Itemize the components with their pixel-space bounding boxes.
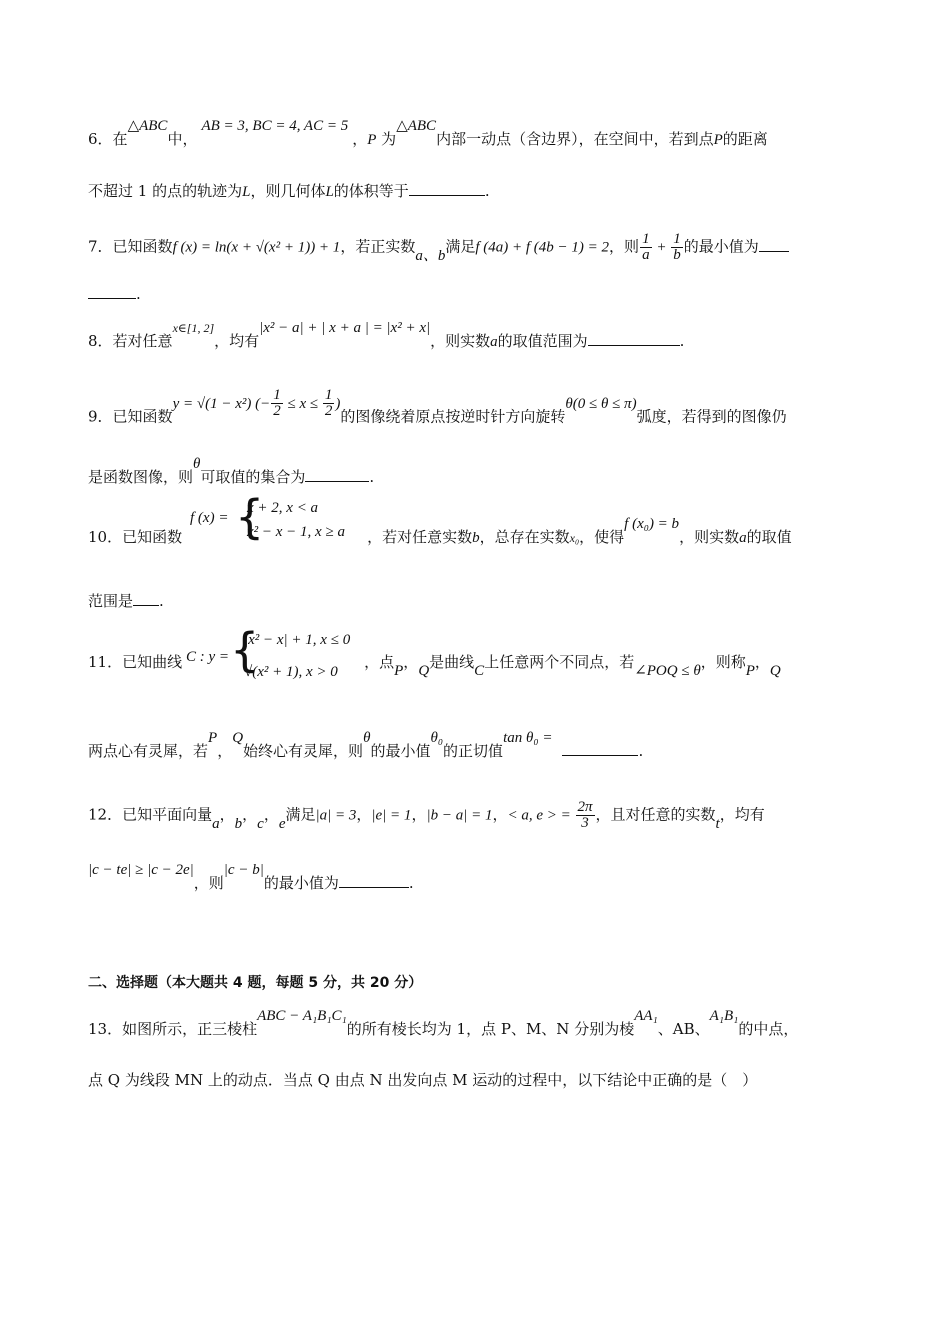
text: . [679,332,685,350]
case-2: x² − x − 1, x ≥ a [247,524,345,540]
problem-9-line-2 [88,456,878,489]
math: L [325,184,334,200]
text: ，则称 [700,653,746,671]
fraction [323,388,335,419]
math: < a, e > = [507,807,575,824]
problem-10-line-2 [88,590,878,612]
text: ， [754,653,770,671]
math: P [208,730,218,746]
numerator: 1 [673,231,681,247]
text: 是曲线 [429,653,475,671]
problem-number: 12． [88,805,123,824]
text: ，则实数 [430,332,491,350]
problem-6-line-2 [88,180,878,203]
text: 已知平面向量 [122,805,213,824]
fraction [671,232,683,263]
denominator: 2 [324,403,333,419]
text: ，则几何体 [250,182,326,200]
math: |e| = 1 [371,807,412,824]
denominator: a [642,247,650,263]
math: a [739,530,747,546]
text: 的正切值 [443,742,504,760]
math: θ [193,456,201,472]
text: ， [352,130,368,148]
math: ABC − A₁B₁C₁ [257,1008,347,1024]
math: P [745,663,755,679]
text: . [159,592,164,610]
text: 的图像绕着原点按逆时针方向旋转 [340,407,566,426]
numerator: 1 [324,387,333,403]
text: 的中点， [738,1020,799,1038]
text: 的取值范围为 [497,332,588,350]
text: 弧度，若得到的图像仍 [636,407,787,426]
problem-number: 10． [88,528,123,546]
answer-blank[interactable] [305,467,369,482]
fraction [640,232,652,263]
problem-6-line-1 [88,118,878,151]
math: t [715,815,720,832]
math: f (x) = [190,510,229,526]
math: P [713,132,723,148]
text: 的体积等于 [333,182,409,200]
text: ，均有 [719,805,765,824]
text: 两点心有灵犀，若 [88,742,209,760]
problem-number: 11． [88,653,123,671]
numerator: 2π [577,799,593,815]
text: 如图所示，正三棱柱 [122,1020,258,1038]
math: b [472,530,480,546]
math: f (x₀) = b [624,516,680,532]
problem-13-line-1 [88,1008,878,1041]
text: . [369,468,375,486]
text: ， [217,742,233,760]
math: |x² − a| + | x + a | = |x² + x| [259,320,431,336]
math: θ [363,730,371,746]
problem-7-line-2 [88,283,878,305]
case-1: |x² − x| + 1, x ≤ 0 [244,632,351,648]
text: 的最小值为 [263,874,339,892]
text: 的最小值为 [683,237,759,256]
text: ， [263,805,279,824]
math: e [278,815,286,832]
text: 已知函数 [112,237,173,256]
problem-number: 9． [88,407,113,426]
math: x₀ [569,531,580,545]
text: 中， [167,130,198,148]
answer-blank[interactable] [759,237,789,252]
fraction [576,800,595,831]
text: 内部一动点（含边界），在空间中，若到点 [436,130,714,148]
math: △ABC [127,118,168,134]
math: b [234,815,243,832]
problem-11-line-1 [88,651,878,679]
text: ，若对任意实数 [367,528,473,546]
math: A₁B₁ [709,1008,739,1024]
text: ， [492,805,508,824]
problem-number: 13． [88,1020,123,1038]
math: y = √(1 − x²) (− [172,395,271,412]
text: ， [242,805,258,824]
math: |a| = 3 [315,807,357,824]
math: a [490,334,498,350]
text: 点 Q 为线段 MN 上的动点．当点 Q 由点 N 出发向点 M 运动的过程中，以下结论中正确的是（ ） [88,1071,758,1089]
math: ∠POQ ≤ θ [634,663,701,679]
text: ，总存在实数 [479,528,570,546]
text: ，则 [193,874,224,892]
text: ，使得 [579,528,625,546]
text: ， [356,805,372,824]
text: . [408,874,414,892]
math: θ₀ [430,730,444,746]
fraction [271,388,283,419]
text: 已知函数 [122,528,183,546]
math: △ABC [396,118,437,134]
math: P [367,132,377,148]
text: . [484,182,490,200]
text: 不超过 1 的点的轨迹为 [88,182,243,200]
answer-blank[interactable] [88,284,136,299]
math: f (4a) + f (4b − 1) = 2 [475,239,610,256]
answer-blank[interactable] [133,591,159,606]
text: 的所有棱长均为 1，点 P、M、N 分别为棱 [346,1020,635,1038]
numerator: 1 [273,387,281,403]
math: P [394,663,404,679]
text: 已知函数 [112,407,173,426]
case-1: x + 2, x < a [247,500,319,516]
denominator: b [673,247,681,263]
brace: { [230,623,260,677]
text: ，均有 [214,332,260,350]
math: L [242,184,251,200]
math: C : y = [186,649,230,665]
math: Q [232,730,244,746]
numerator: 1 [642,231,650,247]
text: ， [219,805,235,824]
answer-blank[interactable] [409,181,485,196]
text: ，且对任意的实数 [595,805,716,824]
math: ≤ x ≤ [283,395,322,412]
text: ，则实数 [679,528,740,546]
answer-blank[interactable] [588,331,680,346]
problem-12-line-1 [88,800,878,831]
problem-12-line-2 [88,862,878,895]
text: 为 [376,130,397,148]
text: 是函数图像，则 [88,468,194,486]
answer-blank[interactable] [562,741,638,756]
math: x∈[1, 2] [172,321,215,335]
math: a、b [415,247,446,264]
section-header: 二、选择题（本大题共 4 题，每题 5 分，共 20 分） [88,975,423,991]
problem-number: 7． [88,237,113,256]
text: . [136,285,141,303]
math: c [257,815,264,832]
math: tan θ₀ = [503,730,553,746]
problem-7-line-1 [88,232,878,263]
text: 满足 [285,805,316,824]
problem-number: 8． [88,332,113,350]
math: AA₁ [634,1008,658,1024]
math: a [212,815,220,832]
text: 上任意两个不同点，若 [484,653,635,671]
text: 的取值 [746,528,792,546]
problem-10-line-1 [88,516,878,549]
brace: { [235,490,265,544]
text: 、AB、 [657,1020,710,1038]
text: 始终心有灵犀，则 [243,742,364,760]
text: ，点 [364,653,395,671]
text: 可取值的集合为 [200,468,306,486]
math: f (x) = ln(x + √(x² + 1)) + 1 [172,239,341,256]
text: 满足 [445,237,476,256]
text: 的距离 [722,130,768,148]
math: + [652,239,671,256]
math: |c − b| [223,862,264,878]
text: ， [411,805,427,824]
text: 若对任意 [112,332,173,350]
problem-number: 6． [88,130,113,148]
math: Q [418,663,430,679]
text: 的最小值 [370,742,431,760]
text: ，则 [609,237,640,256]
text: 范围是 [88,592,134,610]
case-2: √(x² + 1), x > 0 [244,664,338,680]
math: ) [335,395,341,412]
text: ，若正实数 [340,237,416,256]
denominator: 3 [581,815,589,831]
problem-13-line-2 [88,1069,878,1091]
problem-9-line-1 [88,387,878,433]
text: ， [403,653,419,671]
math: C [474,663,485,679]
text: 已知曲线 [122,653,183,671]
math: θ(0 ≤ θ ≤ π) [565,395,637,412]
text: 在 [112,130,128,148]
math: Q [769,663,781,679]
math: |c − te| ≥ |c − 2e| [88,862,194,878]
answer-blank[interactable] [339,873,409,888]
denominator: 2 [273,403,281,419]
problem-11-line-2 [88,730,878,763]
text: . [638,742,644,760]
math: |b − a| = 1 [426,807,493,824]
math: AB = 3, BC = 4, AC = 5 [201,118,349,134]
